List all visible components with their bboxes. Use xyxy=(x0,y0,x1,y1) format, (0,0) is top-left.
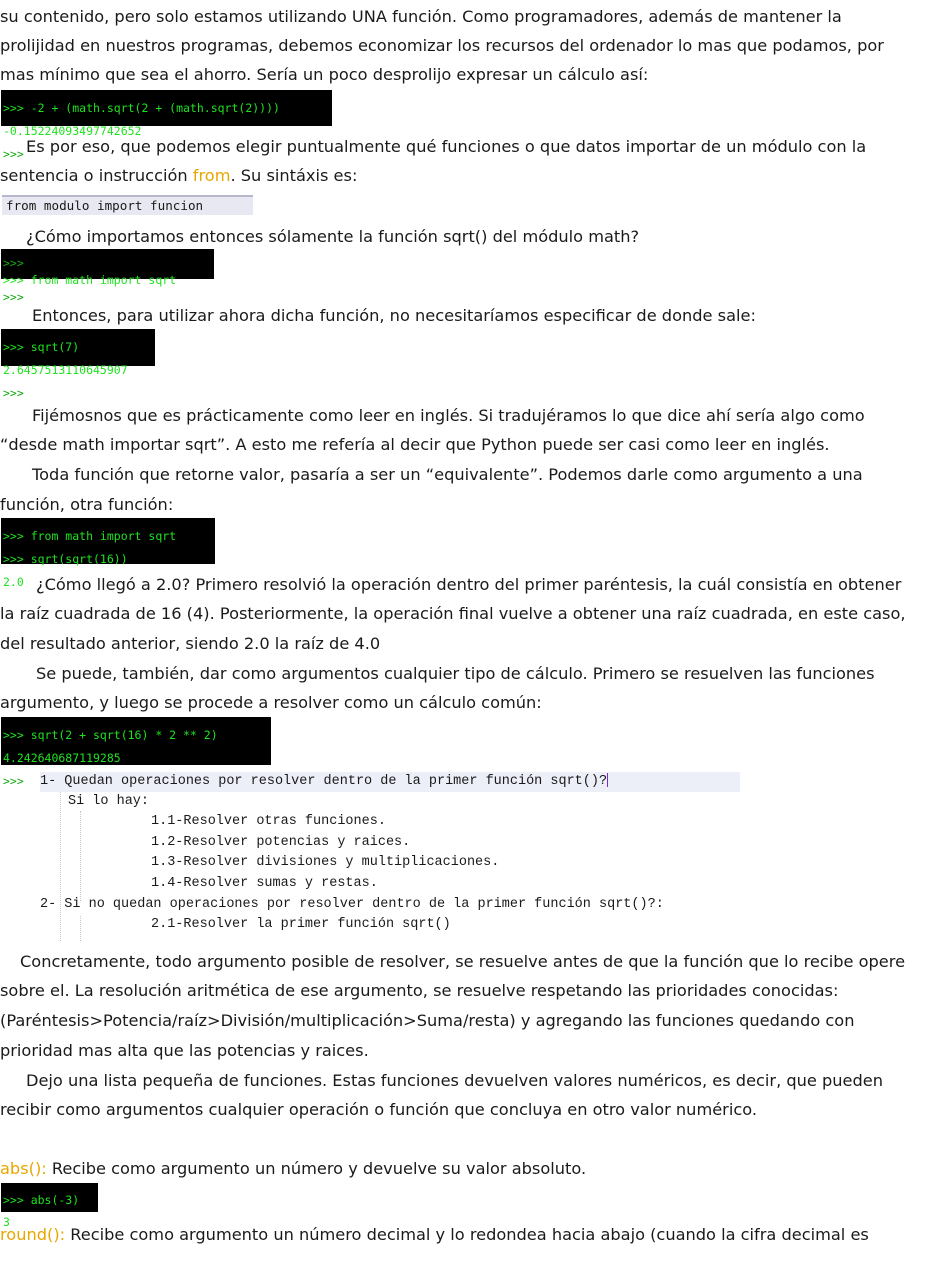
round-item xyxy=(0,1220,905,1250)
code-screenshot-nested-sqrt xyxy=(1,90,332,161)
round-description: Recibe como argumento un número decimal y lo redondea hacia abajo (cuando la cifra decimal es xyxy=(65,1225,869,1244)
list-para-line-1: Dejo una lista pequeña de funciones. Estas funciones devuelven valores numéricos, es decir, que pueden xyxy=(26,1071,883,1090)
algorithm-line-7: 2- Si no quedan operaciones por resolver dentro de la primer función sqrt()?: xyxy=(40,897,664,912)
code-screenshot-sqrt-7 xyxy=(1,329,155,400)
code-line: >>> from math import sqrt xyxy=(3,272,177,287)
abs-description: Recibe como argumento un número y devuelve su valor absoluto. xyxy=(46,1159,587,1178)
code-output: 2.0 xyxy=(3,574,24,589)
code-line: >>> abs(-3) xyxy=(3,1193,80,1207)
syntax-box: from modulo import funcion xyxy=(2,195,253,215)
algorithm-line-5: 1.3-Resolver divisiones y multiplicaciones. xyxy=(151,855,500,870)
english-para-line-2: “desde math importar sqrt”. A esto me refería al decir que Python puede ser casi como leer en inglés. xyxy=(0,435,830,454)
code-prompt: >>> xyxy=(3,255,24,270)
english-para-line-1: Fijémosnos que es prácticamente como leer en inglés. Si tradujéramos lo que dice ahí sería algo como xyxy=(32,406,865,425)
from-para-line-1: Es por eso, que podemos elegir puntualmente qué funciones o que datos importar de un módulo con la xyxy=(26,137,867,156)
code-screenshot-sqrt-calc xyxy=(1,717,271,788)
algorithm-line-2: Si lo hay: xyxy=(68,794,150,809)
algorithm-line-6: 1.4-Resolver sumas y restas. xyxy=(151,876,378,891)
code-line: >>> sqrt(7) xyxy=(3,339,80,354)
algorithm-line-3: 1.1-Resolver otras funciones. xyxy=(151,814,386,829)
how-para-line-1: ¿Cómo llegó a 2.0? Primero resolvió la operación dentro del primer paréntesis, la cuál consistía en obtener xyxy=(36,575,902,594)
code-output: 2.6457513110645907 xyxy=(3,362,128,377)
equiv-para-line-2: función, otra función: xyxy=(0,495,174,514)
indent-guide xyxy=(80,916,81,941)
how-para-line-2: la raíz cuadrada de 16 (4). Posteriormente, la operación final vuelve a obtener una raíz cuadrada, en este caso, xyxy=(0,604,906,623)
list-para-line-2: recibir como argumentos cualquier operación o función que concluya en otro valor numérico. xyxy=(0,1100,757,1119)
indent-guide xyxy=(60,791,61,941)
abs-item xyxy=(0,1154,905,1184)
code-line: >>> -2 + (math.sqrt(2 + (math.sqrt(2)))) xyxy=(3,100,280,115)
calc-para-line-1: Se puede, también, dar como argumentos cualquier tipo de cálculo. Primero se resuelven las funciones xyxy=(36,664,875,683)
question-line: ¿Cómo importamos entonces sólamente la función sqrt() del módulo math? xyxy=(26,227,640,246)
concrete-para-line-2: sobre el. La resolución aritmética de ese argumento, se resuelve respetando las prioridades conocidas: xyxy=(0,981,839,1000)
algorithm-line-1 xyxy=(40,772,740,792)
code-output: -0.15224093497742652 xyxy=(3,123,142,138)
concrete-para-line-3: (Paréntesis>Potencia/raíz>División/multiplicación>Suma/resta) y agregando las funciones quedando con xyxy=(0,1011,855,1030)
from-para-text-end: . Su sintáxis es: xyxy=(230,166,358,185)
abs-function-name: abs(): xyxy=(0,1159,47,1178)
from-para-line-2 xyxy=(0,161,905,191)
code-screenshot-nested-call xyxy=(1,518,215,589)
equiv-para-line-1: Toda función que retorne valor, pasaría a ser un “equivalente”. Podemos darle como argumento a una xyxy=(32,465,863,484)
how-para-line-3: del resultado anterior, siendo 2.0 la raíz de 4.0 xyxy=(0,634,381,653)
algorithm-line-4: 1.2-Resolver potencias y raices. xyxy=(151,835,411,850)
algorithm-line-8: 2.1-Resolver la primer función sqrt() xyxy=(151,917,451,932)
code-output: 4.242640687119285 xyxy=(3,750,121,765)
then-para-line: Entonces, para utilizar ahora dicha función, no necesitaríamos especificar de donde sale: xyxy=(32,306,756,325)
code-screenshot-import-sqrt xyxy=(1,249,214,304)
code-screenshot-abs xyxy=(1,1183,98,1229)
calc-para-line-2: argumento, y luego se procede a resolver como un cálculo común: xyxy=(0,693,542,712)
algorithm-line-1-text: 1- Quedan operaciones por resolver dentro de la primer función sqrt()? xyxy=(40,774,608,789)
indent-guide xyxy=(80,811,81,901)
code-line: >>> sqrt(2 + sqrt(16) * 2 ** 2) xyxy=(3,727,218,742)
code-line: >>> sqrt(sqrt(16)) xyxy=(3,551,128,566)
code-prompt: >>> xyxy=(3,385,24,400)
concrete-para-line-4: prioridad mas alta que las potencias y raices. xyxy=(0,1041,369,1060)
concrete-para-line-1: Concretamente, todo argumento posible de resolver, se resuelve antes de que la función que lo recibe opere xyxy=(20,952,906,971)
code-prompt: >>> xyxy=(3,773,24,788)
code-prompt: >>> xyxy=(3,146,24,161)
code-prompt: >>> xyxy=(3,289,24,304)
intro-line-3: mas mínimo que sea el ahorro. Sería un poco desprolijo expresar un cálculo así: xyxy=(0,65,649,84)
algorithm-block xyxy=(40,771,760,943)
code-output: 3 xyxy=(3,1215,10,1229)
text-caret xyxy=(607,773,608,787)
from-keyword: from xyxy=(192,166,231,185)
code-line: >>> from math import sqrt xyxy=(3,528,177,543)
from-para-text: sentencia o instrucción xyxy=(0,166,193,185)
intro-line-1: su contenido, pero solo estamos utilizando UNA función. Como programadores, además de mantener la xyxy=(0,7,842,26)
round-function-name: round(): xyxy=(0,1225,66,1244)
intro-line-2: prolijidad en nuestros programas, debemos economizar los recursos del ordenador lo mas que podamos, por xyxy=(0,36,884,55)
